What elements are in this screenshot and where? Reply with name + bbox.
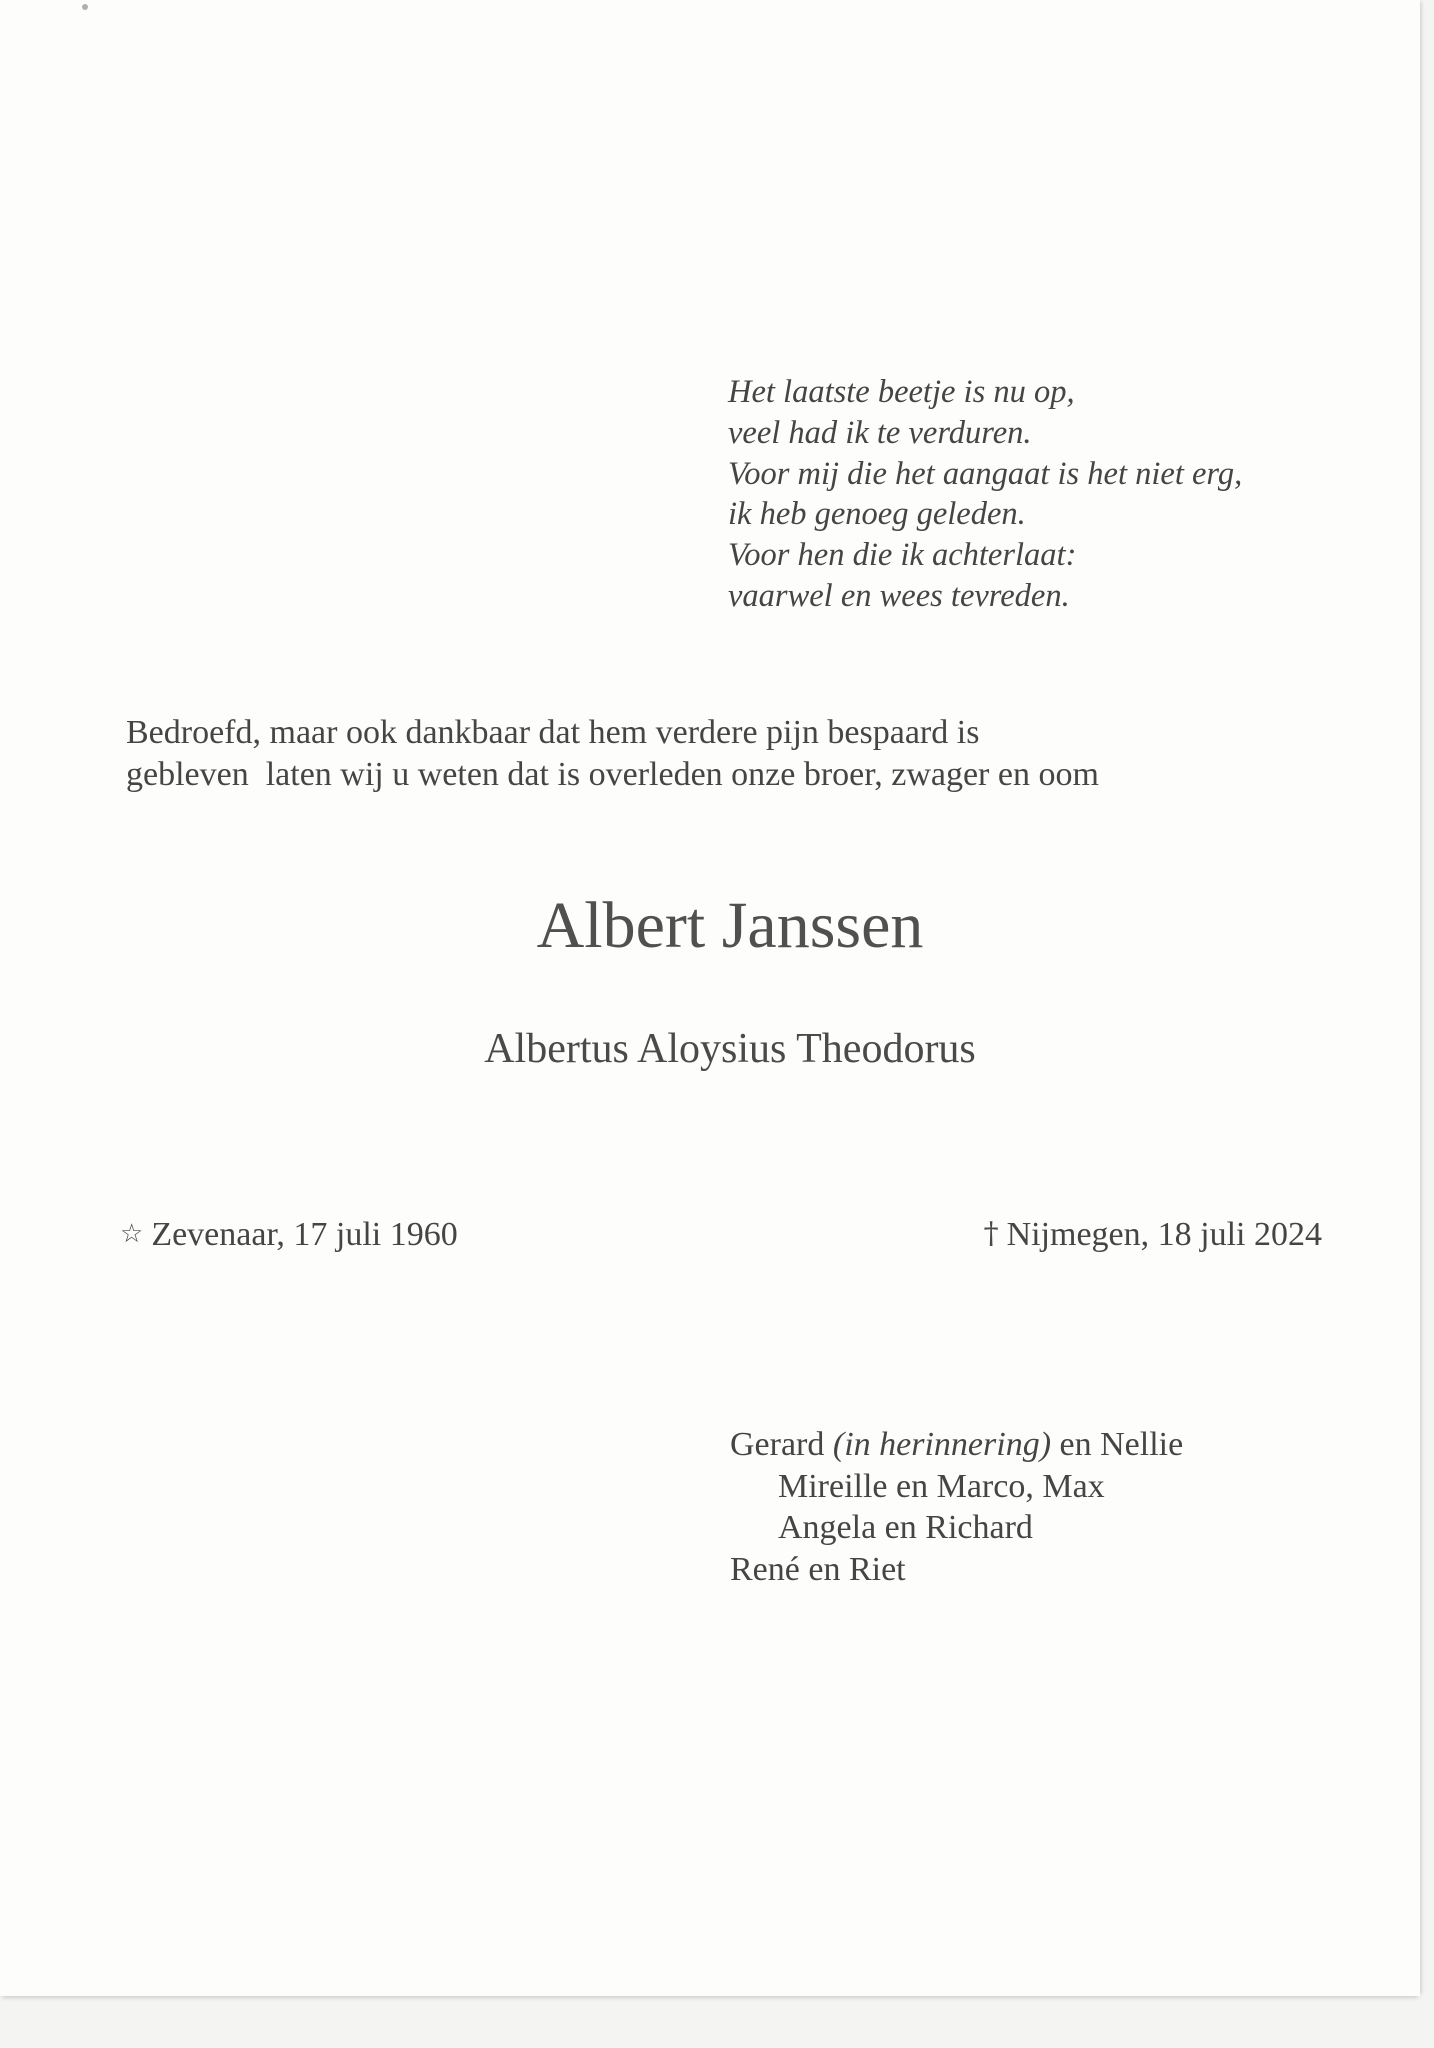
poem	[728, 372, 1242, 617]
birth-date	[120, 1212, 458, 1257]
death-place-date: Nijmegen, 18 juli 2024	[1006, 1216, 1322, 1253]
death-date	[984, 1212, 1322, 1257]
announcement-text	[126, 712, 1099, 796]
cross-icon: †	[983, 1216, 999, 1251]
family-line	[730, 1424, 1183, 1466]
family-line: Angela en Richard	[778, 1509, 1033, 1546]
family-name: Gerard	[730, 1426, 825, 1463]
family-signatories	[730, 1424, 1183, 1590]
poem-line: vaarwel en wees tevreden.	[728, 577, 1070, 614]
announcement-line: Bedroefd, maar ook dankbaar dat hem verdere pijn bespaard is	[126, 714, 980, 751]
poem-line: ik heb genoeg geleden.	[728, 496, 1026, 533]
in-memory-note: (in herinnering)	[832, 1426, 1052, 1463]
star-icon: ☆	[120, 1219, 144, 1249]
birth-place-date: Zevenaar, 17 juli 1960	[151, 1216, 458, 1253]
poem-line: Voor mij die het aangaat is het niet erg,	[728, 455, 1243, 492]
poem-line: Het laatste beetje is nu op,	[728, 374, 1075, 410]
announcement-line: gebleven laten wij u weten dat is overleden onze broer, zwager en oom	[126, 756, 1099, 793]
deceased-full-name: Albertus Aloysius Theodorus	[484, 1026, 976, 1072]
paper-speck	[82, 4, 88, 10]
family-name: en Nellie	[1059, 1426, 1184, 1463]
family-line: Mireille en Marco, Max	[778, 1467, 1105, 1505]
family-line: René en Riet	[730, 1550, 906, 1588]
poem-line: veel had ik te verduren.	[728, 414, 1032, 451]
deceased-name: Albert Janssen	[536, 889, 924, 962]
poem-line: Voor hen die ik achterlaat:	[728, 537, 1077, 574]
